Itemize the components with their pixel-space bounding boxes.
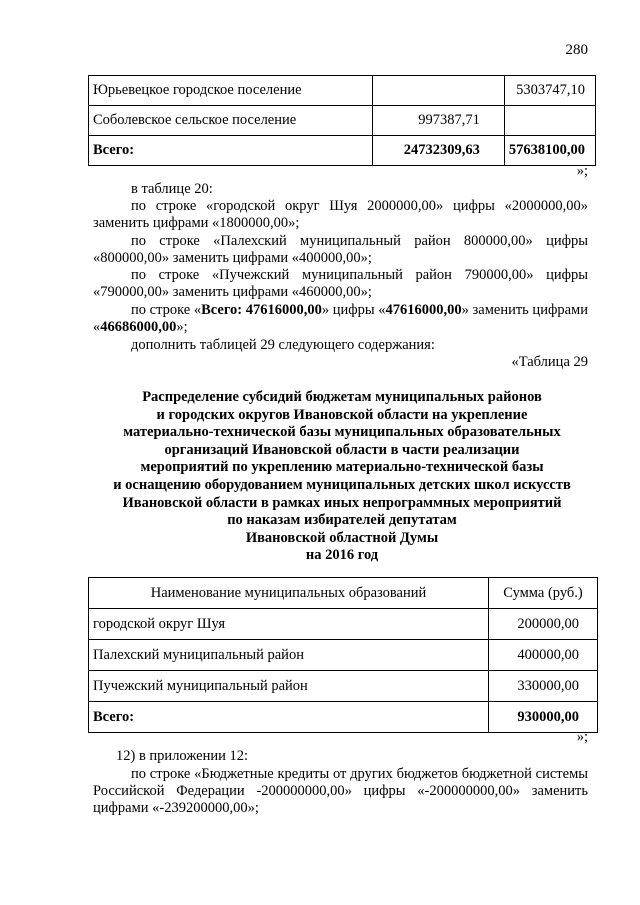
table-row — [89, 76, 596, 106]
table-cell-name: Соболевское сельское поселение — [89, 106, 373, 136]
table-cell-name: Всего: — [89, 136, 373, 166]
title-line: материально-технической базы муниципальных образовательных — [123, 424, 561, 441]
table-cell-name: Палехский муниципальный район — [89, 640, 489, 671]
title-line: мероприятий по укреплению материально-технической базы — [140, 459, 544, 476]
text-span-bold: Всего: 47616000,00 — [201, 302, 322, 318]
paragraph: в таблице 20: — [131, 181, 213, 197]
table-row — [89, 106, 596, 136]
closing-quote: »; — [576, 163, 588, 179]
paragraph — [93, 302, 588, 336]
subsidy-table-previous — [88, 75, 596, 166]
paragraph: по строке «городской округ Шуя 2000000,00» цифры «2000000,00» заменить цифрами «1800000,00»; — [93, 198, 588, 231]
table-row — [89, 640, 598, 671]
table-cell-sum: 930000,00 — [489, 702, 598, 733]
column-header-sum: Сумма (руб.) — [489, 578, 598, 609]
text-span-bold: 47616000,00 — [385, 302, 462, 318]
text-span: » цифры « — [321, 302, 386, 318]
paragraph: 12) в приложении 12: — [116, 748, 249, 764]
text-span: »; — [176, 319, 188, 335]
table-row-total — [89, 136, 596, 166]
column-header-name: Наименование муниципальных образований — [89, 578, 489, 609]
table-cell-value: 57638100,00 — [504, 136, 595, 166]
title-line: на 2016 год — [305, 547, 379, 564]
table-cell-name: Пучежский муниципальный район — [89, 671, 489, 702]
paragraph: по строке «Палехский муниципальный район 800000,00» цифры «800000,00» заменить цифрами «400000,00»; — [93, 233, 588, 266]
paragraph: по строке «Бюджетные кредиты от других бюджетов бюджетной системы Российской Федерации -200000000,00» цифры «-200000000,00» заменить цифрами «-239200000,00»; — [93, 766, 588, 816]
text-span: по строке « — [131, 302, 202, 318]
page-number: 280 — [565, 42, 588, 58]
table-cell-value: 24732309,63 — [373, 136, 505, 166]
title-line: Ивановской областной Думы — [245, 529, 439, 546]
paragraph: дополнить таблицей 29 следующего содержания: — [131, 337, 435, 353]
table-row — [89, 609, 598, 640]
title-line: и оснащению оборудованием муниципальных детских школ искусств — [113, 476, 571, 493]
closing-quote: »; — [576, 729, 588, 745]
title-line: по наказам избирателей депутатам — [227, 512, 457, 529]
table-row-total — [89, 702, 598, 733]
title-line: и городских округов Ивановской области на укрепление — [156, 406, 528, 423]
title-line: организаций Ивановской области в части реализации — [164, 441, 520, 458]
table-reference: «Таблица 29 — [511, 354, 588, 370]
table-title — [88, 389, 596, 565]
paragraph: по строке «Пучежский муниципальный район 790000,00» цифры «790000,00» заменить цифрами «460000,00»; — [93, 267, 588, 300]
title-line: Распределение субсидий бюджетам муниципальных районов — [142, 389, 542, 405]
title-line: Ивановской области в рамках иных непрограммных мероприятий — [122, 494, 562, 511]
table-cell-name: городской округ Шуя — [89, 609, 489, 640]
table-cell-sum: 200000,00 — [489, 609, 598, 640]
text-span-bold: 46686000,00 — [100, 319, 177, 335]
table-row — [89, 671, 598, 702]
text-span: » заменить цифрами « — [93, 302, 588, 335]
table-cell-sum: 400000,00 — [489, 640, 598, 671]
table-cell-value — [373, 76, 505, 106]
table-cell-value: 997387,71 — [373, 106, 505, 136]
table-cell-value — [504, 106, 595, 136]
table-cell-value: 5303747,10 — [504, 76, 595, 106]
table-header-row — [89, 578, 598, 609]
table-cell-name: Всего: — [89, 702, 489, 733]
table-cell-sum: 330000,00 — [489, 671, 598, 702]
table-cell-name: Юрьевецкое городское поселение — [89, 76, 373, 106]
subsidy-table-29 — [88, 577, 598, 733]
